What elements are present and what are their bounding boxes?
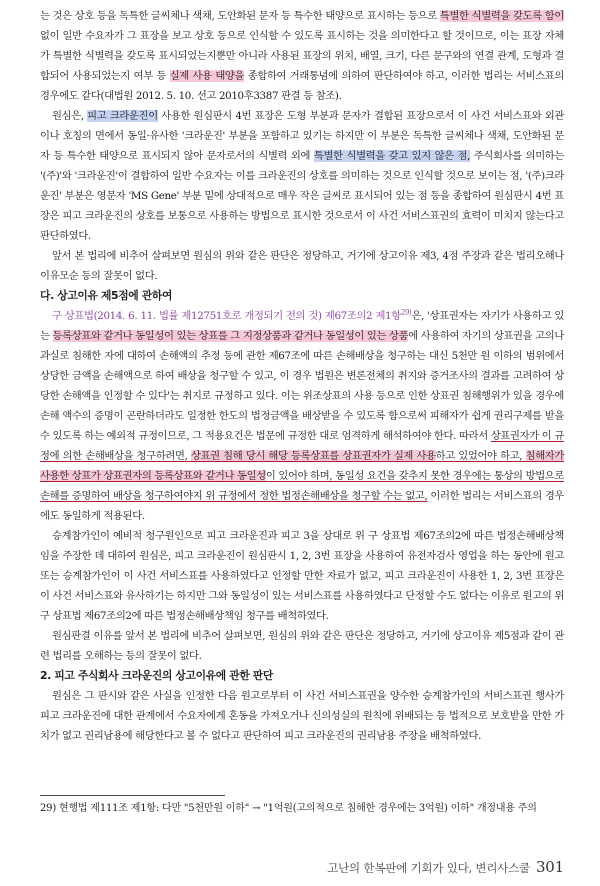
paragraph-3: 앞서 본 법리에 비추어 살펴보면 원심의 위와 같은 판단은 정당하고, 거기에 상고이유 제3, 4점 주장과 같은 법리오해나 이유모순 등의 잘못이 없다. [40,250,564,282]
text-run: 주식회사를 의미하는 '(주)'와 '크라운진'이 결합하여 일반 수요자는 이를 크라운진의 상호를 의미하는 것으로 인식할 것으로 보이는 점, '(주)크라운진' 부분은 영문자 'MS Gene' 부분 밑에 상대적으로 매우 작은 글씨로 표시되어 있는 점 등을 종합하여 원심판시 4번 표장은 피고 크라운진의 상호를 보통으로 사용하는 방법으로 표시한 것으로서 이 사건 서비스표권의 효력이 미치지 않는다고 판단하였다. [40,150,564,242]
text-run: 없이 일반 수요자가 그 표장을 보고 상호 등으로 인식할 수 있도록 표시하는 것을 의미한다고 할 것이므로, 이는 표장 자체가 특별한 식별력을 갖도록 표시되었는지뿐만 아니라 사용된 표장의 위치, 배열, 크기, 다른 문구와의 연결 관계, 도형과 결합되어 사용되었는지 여부 등 [40,30,564,82]
text-run: 에 사용하여 자기의 상표권을 고의나 과실로 침해한 자에 대하여 손해액의 추정 등에 관한 제67조에 따른 손해배상을 청구하는 대신 5천만 원 이하의 범위에서 상당한 금액을 손해액으로 하여 배상을 청구할 수 있고, 이 경우 법원은 변론전체의 취지와 증거조사의 결과를 고려하여 상당한 손해액을 인정할 수 있다'는 취지로 규정하고 있다. 이는 위조상표의 사용 등으로 인한 상표권 침해행위가 있을 경우에 손해 액수의 증명이 곤란하더라도 일정한 한도의 법정금액을 배상받을 수 있도록 함으로써 피해자가 쉽게 권리구제를 받을 수 있도록 하는 예외적 규정이므로, 그 적용요건은 법문에 규정한 대로 엄격하게 해석하여야 한다. 따라서 [40,330,564,442]
footer-text: 고난의 한복판에 기회가 있다, 변리사스쿨 [327,861,530,875]
text-run: 종합하여 거래통념에 의하여 판단하여야 하고, 이러한 법리는 서비스표의 경우에도 같다(대법원 2012. 5. 10. 선고 2010후3387 판결 등 참조). [40,70,564,102]
text-run: 는 것은 상호 등을 독특한 글씨체나 색채, 도안화된 문자 등 특수한 태양으로 표시하는 등으로 [40,10,440,22]
highlight-pink: 상표권 침해 당시 해당 등록상표를 상표권자가 실제 사용 [190,450,436,462]
text-run: 은, '상표권자는 자기가 사용하고 있는 [40,310,564,342]
highlight-pink: 등록상표와 같거나 동일성이 있는 상표를 그 지정상품과 같거나 동일성이 있는 상품 [52,330,409,342]
highlight-blue: 특별한 식별력을 갖고 있지 않은 점, [313,150,471,162]
section-heading-2: 2. 피고 주식회사 크라운진의 상고이유에 관한 판단 [40,669,273,682]
footnote-divider [40,795,225,796]
highlight-pink: 실제 사용 태양을 [169,70,245,82]
page-footer [327,858,564,876]
section-heading-1: 다. 상고이유 제5점에 관하여 [40,289,173,302]
page-number: 301 [535,858,564,876]
paragraph-1 [40,6,564,106]
footnote-ref[interactable]: 29) [400,308,412,317]
text-run: 원심은, [52,110,88,122]
footnote-29: 29) 현행법 제111조 제1항: 다만 "5천만원 이하" → "1억원(고의적으로 침해한 경우에는 3억원) 이하" 개정내용 주의 [40,803,537,814]
text-run: 사용한 원심판시 4번 표장은 도형 부분과 문자가 결합된 표장으로서 이 사건 서비스표와 외관이나 호칭의 면에서 동일·유사한 '크라운진' 부분을 포함하고 있기는 하지만 이 부분은 독특한 글씨체나 색채, 도안화된 문자 등 특수한 태양으로 표시되지 않아 문자로서의 식별력 외에 [40,110,564,162]
body-text [40,6,564,746]
highlight-pink: 특별한 식별력을 갖도록 함이 [439,10,564,22]
underline-red: 이 있어야 하며, 동일성 요건을 갖추지 못한 경우에는 통상의 방법으로 손해를 증명하여 배상을 청구하여야지 위 규정에서 정한 법정손해배상을 청구할 수는 없고, [40,470,564,502]
paragraph-2 [40,106,564,246]
highlight-pink: 침해자가 사용한 상표가 상표권자의 등록상표와 같거나 동일성 [40,450,564,482]
paragraph-7: 원심은 그 판시와 같은 사실을 인정한 다음 원고로부터 이 사건 서비스표권을 양수한 승계참가인의 서비스표권 행사가 피고 크라운진에 대한 관계에서 수요자에게 혼동을 가져오거나 신의성실의 원칙에 위배되는 등 법적으로 보호받을 만한 가치가 없고 권리남용에 해당한다고 볼 수 없다고 판단하여 피고 크라운진의 권리남용 주장을 배척하였다. [40,690,564,742]
paragraph-5: 승계참가인이 예비적 청구원인으로 피고 크라운진과 피고 3을 상대로 위 구 상표법 제67조의2에 따른 법정손해배상책임을 주장한 데 대하여 원심은, 피고 크라운진이 원심판시 1, 2, 3번 표장을 사용하여 유전자검사 영업을 하는 동안에 원고 또는 승계참가인이 이 사건 서비스표를 사용하였다고 인정할 만한 자료가 없고, 피고 크라운진이 사용한 1, 2, 3번 표장은 이 사건 서비스표와 유사하기는 하지만 그와 동일성이 있는 서비스표를 사용하였다고 단정할 수도 없다는 이유로 원고의 위 구 상표법 제67조의2에 따른 법정손해배상책임 청구를 배척하였다. [40,530,564,622]
paragraph-4 [40,306,564,526]
underline-red: 상표권자가 이 규정에 의한 손해배상을 청구하려면, [40,430,564,462]
text-run: 이러한 법리는 서비스표의 경우에도 동일하게 적용된다. [40,490,565,522]
paragraph-6: 원심판결 이유를 앞서 본 법리에 비추어 살펴보면, 원심의 위와 같은 판단은 정당하고, 거기에 상고이유 제5점과 같이 관련 법리를 오해하는 등의 잘못이 없다. [40,630,564,662]
underline-red: 하고 있었어야 하고, [435,450,526,462]
statute-citation: 구 상표법(2014. 6. 11. 법률 제12751호로 개정되기 전의 것) 제67조의2 제1항 [52,310,401,322]
highlight-blue: 피고 크라운진이 [87,110,158,122]
